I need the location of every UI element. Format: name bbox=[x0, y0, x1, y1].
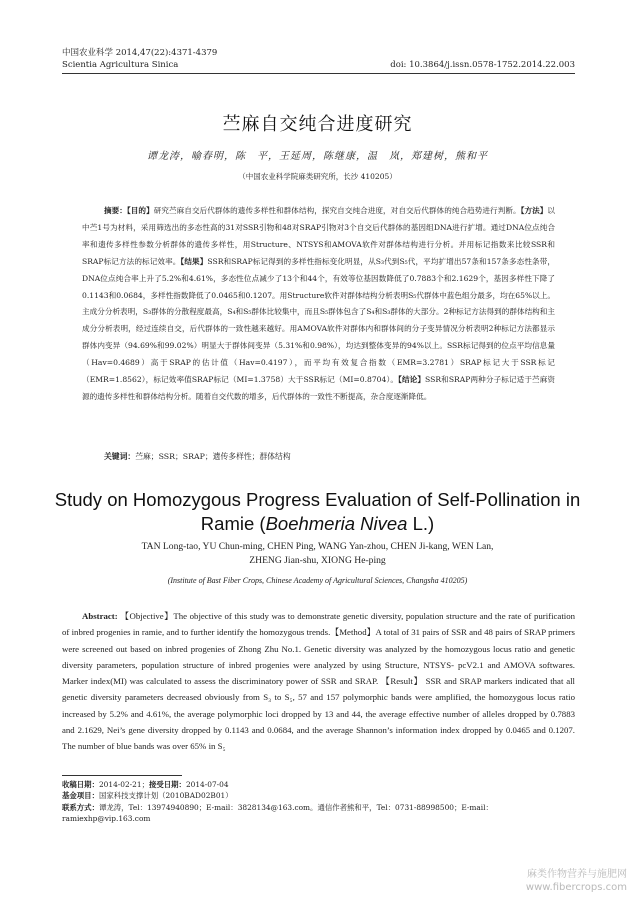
paper-title-en bbox=[40, 488, 595, 536]
objective-en-text: The objective of this study was to demonstrate genetic diversity, population structure and the rate of purification of inbred progenies in ramie, and to further identify the homozygous trends. bbox=[62, 611, 576, 638]
abstract-zh-label: 摘要： bbox=[104, 206, 127, 215]
received-label: 收稿日期： bbox=[62, 780, 99, 789]
method-zh-text: 以中苎1号为材料，采用筛选出的多态性高的31对SSR引物和48对SRAP引物对3个自交后代群体的基因组DNA进行扩增。通过DNA位点纯合率和遗传多样性参数分析群体的遗传多样性，用Structure、NTSYS和AMOVA软件对群体结构进行分析。并用标记指数来比较SSR和SRAP标记方法的标记效率。 bbox=[82, 206, 556, 266]
keywords-zh-label: 关键词： bbox=[104, 452, 136, 461]
doi-link[interactable]: doi: 10.3864/j.issn.0578-1752.2014.22.003 bbox=[390, 60, 575, 70]
keywords-zh bbox=[104, 451, 555, 463]
header-divider bbox=[62, 73, 575, 74]
authors-zh: 谭龙涛，喻春明，陈 平，王延周，陈继康，温 岚，郑建树，熊和平 bbox=[147, 151, 488, 162]
title-en-suffix: L.) bbox=[407, 513, 435, 534]
method-en-text: A total of 31 pairs of SSR and 48 pairs of SRAP primers were screened out based on inbred progenies of Zhong Zhu No.1. Genetic diversity was analyzed by the homozygous locus ratio and genetic diversity parameters, population structure of inbred progenies were analyzed by using Structure, NTSYS- pcV2.1 and AMOVA softwares. Marker index(MI) was calculated to assess the discriminatory power of SSR and SRAP. bbox=[62, 627, 575, 687]
result-en-label: 【Result】 bbox=[380, 676, 423, 687]
running-header bbox=[62, 47, 575, 71]
accepted-label: 接受日期： bbox=[148, 780, 186, 789]
footnote-contact bbox=[62, 802, 575, 825]
paper-title-zh: 苎麻自交纯合进度研究 bbox=[222, 114, 413, 135]
keywords-zh-text: 苎麻；SSR；SRAP；遗传多样性；群体结构 bbox=[135, 452, 291, 461]
method-en-label: 【Method】 bbox=[330, 627, 376, 638]
conclusion-zh-label: 【结论】 bbox=[398, 375, 426, 385]
watermark bbox=[526, 868, 627, 894]
title-en-main: Study on Homozygous Progress Evaluation of Self-Pollination in Ramie ( bbox=[54, 489, 581, 534]
abstract-en-label: Abstract: bbox=[82, 611, 118, 621]
watermark-line1: 麻类作物营养与施肥网 bbox=[527, 869, 627, 880]
title-en-species: Boehmeria Nivea bbox=[265, 513, 408, 534]
fund-text: 国家科技支撑计划（2010BAD02B01） bbox=[98, 791, 233, 801]
conclusion-zh-text: SSR和SRAP两种分子标记适于苎麻资源的遗传多样性和群体结构分析。随着自交代数的增多，后代群体的一致性不断提高，杂合度逐渐降低。 bbox=[82, 375, 556, 401]
objective-en-label: 【Objective】 bbox=[120, 611, 174, 621]
objective-zh-label: 【目的】 bbox=[126, 206, 154, 215]
fund-label: 基金项目： bbox=[62, 791, 99, 801]
result-zh-text: SSR和SRAP标记得到的多样性指标变化明显，从S₃代到S₅代，平均扩增出57条和157条多态性条带，DNA位点纯合率上升了5.2%和4.61%，多态性位点减少了13个和44个，有效等位基因数降低了0.7883个和2.1629个，基因多样性下降了0.1143和0.0684，多样性指数降低了0.0465和0.1207。用Structure软件对群体结构分析表明S₅代群体中蓝色组分最多，均在65%以上。主成分分析表明，S₃群体的分散程度最高，S₄和S₅群体比较集中，而且S₅群体包含了S₄和S₃群体的大部分。2种标记方法得到的群体结构和主成分分析表明，经过连续自交，后代群体的一致性越来越好。用AMOVA软件对群体内和群体间的分子变异情况分析表明2种标记方法都显示群体内变异（94.69%和99.02%）明显大于群体间变异（5.31%和0.98%），均达到整体变异的94%以上。SSR标记得到的位点平均信息量（Hav=0.4689）高于SRAP的估计值（Hav=0.4197），而平均有效复合指数（EMR=3.2781）SRAP标记大于SSR标记（EMR=1.8562），标记效率值SRAP标记（MI=1.3758）大于SSR标记（MI=0.8704）。 bbox=[82, 256, 556, 385]
method-zh-label: 【方法】 bbox=[520, 206, 548, 215]
journal-citation-zh: 中国农业科学 2014,47(22):4371-4379 bbox=[62, 48, 218, 58]
authors-en-line2: ZHENG Jian-shu, XIONG He-ping bbox=[249, 554, 386, 566]
accepted-date: 2014-07-04 bbox=[185, 780, 229, 789]
affiliation-zh: （中国农业科学院麻类研究所，长沙 410205） bbox=[238, 172, 397, 181]
footnote bbox=[62, 779, 575, 824]
abstract-en bbox=[62, 608, 575, 755]
footnote-divider bbox=[62, 775, 182, 776]
watermark-line2: www.fibercrops.com bbox=[525, 882, 627, 893]
result-en-text: SSR and SRAP markers indicated that all genetic diversity parameters decreased obviously from S₃ to S₅, 57 and 157 polymorphic bands were amplified, the homozygous locus ratio increased by 5.2% and 4.61%, the average polymorphic loci dropped by 13 and 44, the average effective number of alleles dropped by 0.7883 and 2.1629, Nei’s gene diversity dropped by 0.1143 and 0.0684, and the average Shannon’s information index dropped by 0.0465 and 0.1207. The number of blue bands was over 65% in S₅ bbox=[62, 676, 575, 752]
affiliation-en: (Institute of Bast Fiber Crops, Chinese Academy of Agricultural Sciences, Changsha 410205) bbox=[167, 576, 468, 585]
footnote-fund bbox=[62, 790, 575, 801]
footnote-dates bbox=[62, 779, 575, 790]
contact-text: 谭龙涛，Tel：13974940890；E-mail：3828134@163.com。通信作者熊和平，Tel：0731-88998500；E-mail：ramiexhp@vip.163.com bbox=[62, 802, 493, 823]
objective-zh-text: 研究苎麻自交后代群体的遗传多样性和群体结构，探究自交纯合进度，对自交后代群体的纯合趋势进行判断。 bbox=[153, 206, 521, 215]
journal-name-en: Scientia Agricultura Sinica bbox=[62, 60, 179, 70]
authors-en-line1: TAN Long-tao, YU Chun-ming, CHEN Ping, WANG Yan-zhou, CHEN Ji-kang, WEN Lan, bbox=[141, 541, 494, 552]
received-date: 2014-02-21； bbox=[98, 780, 149, 789]
contact-label: 联系方式： bbox=[62, 802, 99, 812]
authors-en bbox=[40, 540, 595, 567]
result-zh-label: 【结果】 bbox=[180, 256, 208, 266]
abstract-zh bbox=[82, 203, 555, 406]
